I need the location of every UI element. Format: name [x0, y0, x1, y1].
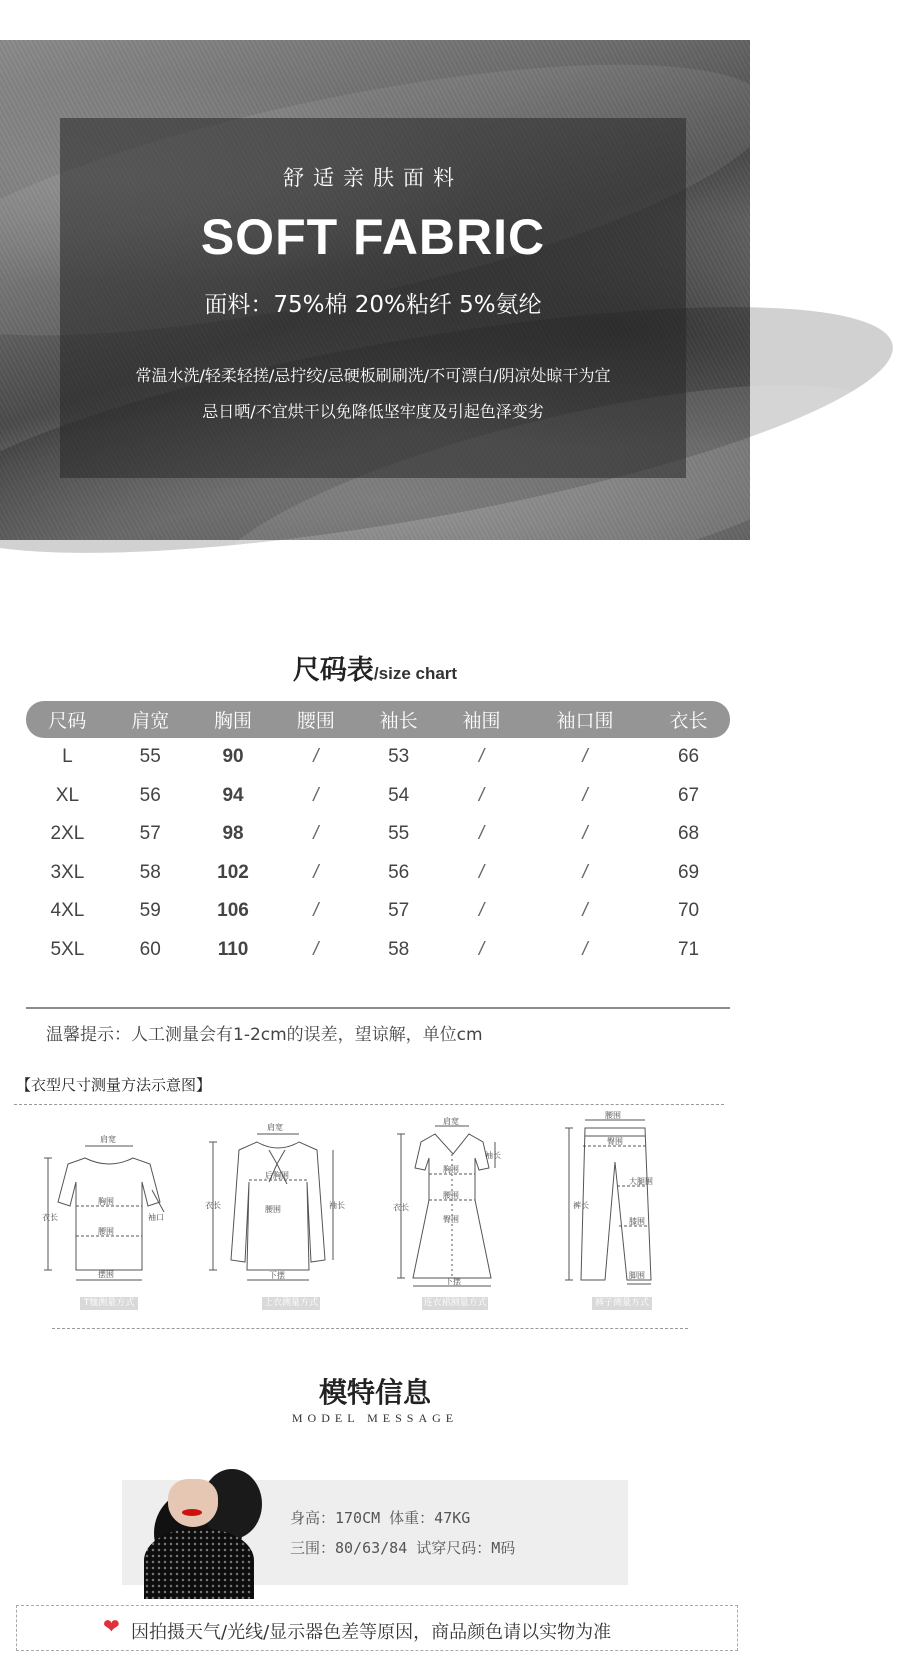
table-cell: 57: [139, 823, 161, 845]
diagram-label: 胸围: [98, 1197, 114, 1206]
table-cell: /: [313, 900, 319, 922]
table-cell: 4XL: [50, 900, 85, 922]
table-cell: 56: [139, 784, 161, 806]
measure-diagram-title: 【衣型尺寸测量方法示意图】: [16, 1076, 212, 1094]
table-cell: /: [478, 900, 485, 922]
header-cell: 衣长: [647, 701, 730, 738]
table-cell: /: [582, 746, 588, 768]
table-cell: XL: [55, 784, 80, 806]
table-cell: 55: [388, 823, 410, 845]
dress-outline-icon: [393, 1118, 513, 1288]
diagram-label: 腰围: [98, 1227, 114, 1236]
diagram-label: 臀围: [443, 1215, 459, 1224]
table-cell: 60: [139, 938, 161, 960]
diagram-label: 裤长: [573, 1201, 589, 1210]
diagram-label: 袖长: [485, 1151, 501, 1160]
diagram-caption: 连衣裙测量方式: [423, 1298, 487, 1308]
table-cell: 59: [139, 900, 161, 922]
header-cell: 肩宽: [109, 701, 192, 738]
table-cell: 58: [139, 861, 161, 883]
pants-outline-icon: [565, 1111, 675, 1286]
table-row: [26, 777, 730, 816]
diagram-label: 臀围: [607, 1137, 623, 1146]
model-stats: 身高：170CM 体重：47KG: [290, 1509, 471, 1527]
table-cell: 90: [222, 746, 244, 768]
diagram-label: 袖口: [148, 1213, 164, 1222]
diagram-label: 衣长: [205, 1201, 221, 1210]
diagram-label: 脚围: [629, 1271, 645, 1280]
table-cell: /: [313, 746, 319, 768]
diagram-label: 袖长: [329, 1201, 345, 1210]
diagram-label: 肩宽: [267, 1123, 283, 1132]
divider: [26, 1007, 730, 1009]
header-cell: 袖围: [440, 701, 523, 738]
pants-diagram: [565, 1111, 675, 1286]
table-row: [26, 892, 730, 931]
table-cell: /: [478, 746, 485, 768]
table-cell: /: [478, 861, 485, 883]
table-cell: 58: [388, 938, 410, 960]
table-cell: 67: [677, 784, 700, 806]
tshirt-outline-icon: [40, 1120, 175, 1280]
table-cell: 70: [677, 900, 700, 922]
table-cell: 3XL: [50, 861, 85, 883]
table-row: [26, 815, 730, 854]
table-cell: /: [478, 784, 485, 806]
table-cell: 54: [388, 784, 410, 806]
color-notice-text: 因拍摄天气/光线/显示器色差等原因，商品颜色请以实物为准: [131, 1622, 612, 1643]
table-cell: 68: [677, 823, 700, 845]
fabric-info-panel: [60, 118, 686, 478]
size-table: [26, 701, 730, 969]
model-stats: 三围：80/63/84 试穿尺码：M码: [290, 1539, 516, 1557]
diagram-label: 胸围: [443, 1165, 459, 1174]
table-cell: 55: [139, 746, 161, 768]
avatar: [154, 1489, 242, 1577]
size-chart-title-cn: 尺码表: [292, 655, 374, 686]
table-cell: /: [478, 823, 485, 845]
table-cell: /: [313, 861, 319, 883]
diagram-label: 衣长: [393, 1203, 409, 1212]
care-instructions-line: 忌日晒/不宜烘干以免降低坚牢度及引起色泽变劣: [202, 402, 544, 421]
table-cell: /: [313, 784, 319, 806]
table-cell: 66: [677, 746, 700, 768]
size-chart-title: [0, 648, 750, 687]
table-cell: /: [478, 938, 485, 960]
diagram-label: 腰围: [605, 1111, 621, 1120]
diagram-label: 腰围: [265, 1205, 281, 1214]
size-chart-title-en: /size chart: [373, 664, 458, 683]
heart-icon: ❤: [103, 1614, 120, 1638]
divider: [14, 1104, 724, 1105]
measurement-tip: 温馨提示：人工测量会有1-2cm的误差，望谅解，单位cm: [46, 1025, 483, 1045]
diagram-label: 膝围: [629, 1217, 645, 1226]
diagram-label: 摆围: [98, 1270, 114, 1279]
fabric-heading-cn: 舒适亲肤面料: [283, 166, 463, 190]
fabric-heading-en: SOFT FABRIC: [200, 209, 546, 265]
fabric-composition: 面料：75%棉 20%粘纤 5%氨纶: [204, 292, 542, 318]
diagram-caption: 裤子测量方式: [592, 1297, 652, 1310]
table-cell: /: [582, 784, 588, 806]
model-subtitle: MODEL MESSAGE: [291, 1411, 459, 1425]
diagram-label: 后胸围: [265, 1171, 289, 1180]
diagram-caption: 上衣测量方式: [263, 1298, 318, 1308]
table-cell: 98: [222, 823, 244, 845]
table-cell: 56: [388, 861, 410, 883]
divider: [52, 1328, 688, 1329]
table-row: [26, 931, 730, 970]
size-table-header: [26, 701, 730, 738]
table-row: [26, 738, 730, 777]
table-cell: /: [313, 938, 319, 960]
table-cell: /: [582, 938, 588, 960]
table-cell: /: [582, 823, 588, 845]
table-cell: 57: [388, 900, 410, 922]
care-instructions-line: 常温水洗/轻柔轻搓/忌拧绞/忌硬板刷刷洗/不可漂白/阴凉处晾干为宜: [135, 366, 611, 385]
table-cell: /: [582, 900, 588, 922]
model-info-card: [122, 1480, 628, 1585]
table-cell: 106: [217, 900, 249, 922]
fabric-banner: [0, 40, 750, 540]
model-title: 模特信息: [318, 1376, 431, 1409]
table-cell: /: [582, 861, 588, 883]
header-cell: 腰围: [274, 701, 357, 738]
header-cell: 袖口围: [523, 701, 647, 738]
tshirt-diagram: [40, 1120, 175, 1280]
header-cell: 尺码: [26, 701, 109, 738]
table-cell: /: [313, 823, 319, 845]
diagram-label: 衣长: [42, 1213, 58, 1222]
table-cell: 71: [677, 938, 700, 960]
diagram-label: 大腿围: [629, 1177, 653, 1186]
table-cell: 69: [677, 861, 700, 883]
table-cell: 94: [222, 784, 244, 806]
diagram-label: 肩宽: [100, 1135, 116, 1144]
table-cell: 102: [217, 861, 249, 883]
diagram-label: 下摆: [445, 1277, 461, 1286]
header-cell: 胸围: [192, 701, 275, 738]
dress-diagram: [393, 1118, 513, 1288]
color-notice: [16, 1605, 738, 1651]
table-cell: 5XL: [50, 938, 85, 960]
table-cell: 2XL: [50, 823, 85, 845]
table-row: [26, 854, 730, 893]
header-cell: 袖长: [357, 701, 440, 738]
table-cell: L: [62, 746, 73, 768]
blouse-outline-icon: [205, 1120, 350, 1285]
table-cell: 110: [217, 938, 249, 960]
diagram-label: 腰围: [443, 1191, 459, 1200]
diagram-label: 下摆: [269, 1271, 285, 1280]
table-cell: 53: [388, 746, 410, 768]
diagram-label: 肩宽: [443, 1117, 459, 1126]
top-diagram: [205, 1120, 350, 1285]
diagram-caption: T恤测量方式: [80, 1297, 138, 1310]
